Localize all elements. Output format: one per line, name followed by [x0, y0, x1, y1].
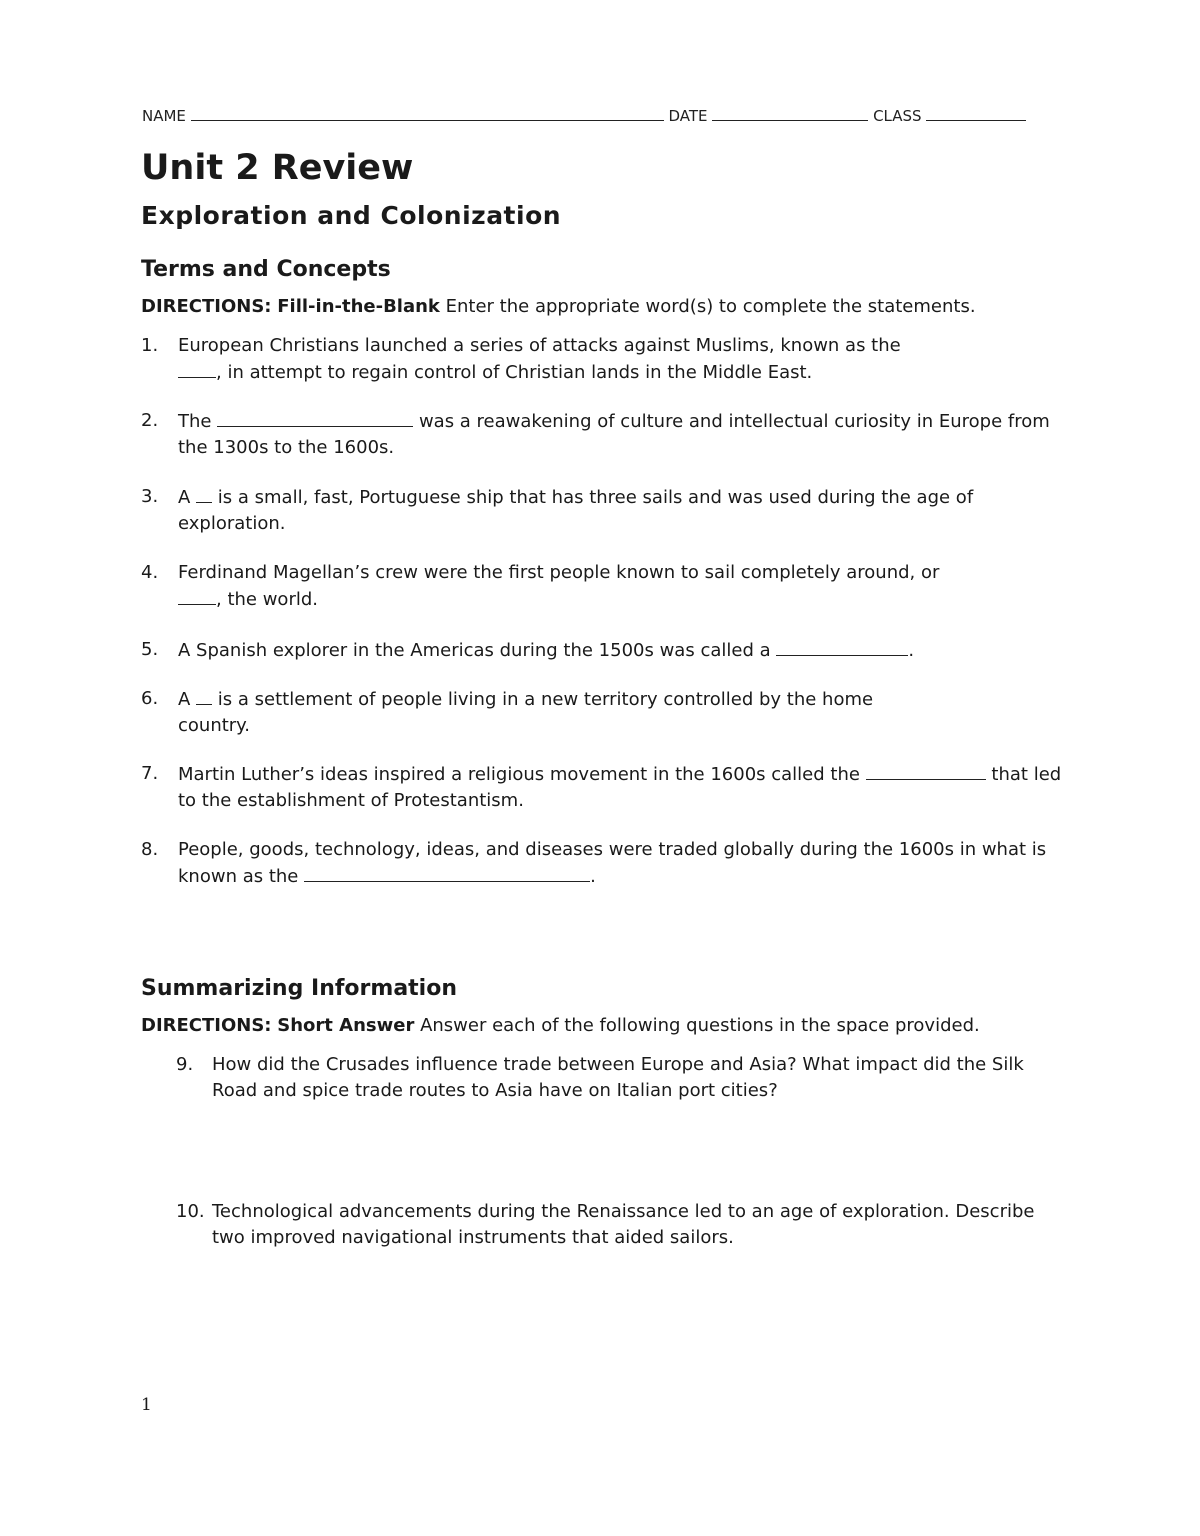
question-text: European Christians launched a series of attacks against Muslims, known as the	[178, 335, 901, 356]
question-number: 7.	[141, 763, 159, 784]
class-blank[interactable]	[926, 106, 1026, 121]
date-blank[interactable]	[712, 106, 868, 121]
student-info-line	[142, 106, 1052, 125]
question-number: 10.	[176, 1201, 205, 1222]
question-text: A Spanish explorer in the Americas during the 1500s was called a	[178, 640, 771, 661]
question-text: is a small, fast, Portuguese ship that has three sails and was used during the age of exploration.	[178, 487, 974, 534]
question-number: 2.	[141, 410, 159, 431]
page-title: Unit 2 Review	[141, 148, 414, 188]
question-number: 9.	[176, 1054, 194, 1075]
question-number: 4.	[141, 562, 159, 583]
directions-text: Enter the appropriate word(s) to complete the statements.	[445, 296, 976, 317]
question-text: Martin Luther’s ideas inspired a religious movement in the 1600s called the	[178, 764, 860, 785]
answer-blank[interactable]	[776, 637, 908, 656]
directions-label: DIRECTIONS:	[141, 1015, 272, 1036]
question-number: 8.	[141, 839, 159, 860]
answer-blank[interactable]	[304, 863, 590, 882]
question-text: .	[908, 640, 915, 661]
question-number: 1.	[141, 335, 159, 356]
answer-blank[interactable]	[178, 586, 216, 605]
question-text: , the world.	[216, 589, 318, 610]
answer-blank[interactable]	[866, 761, 986, 780]
section-heading-summarizing: Summarizing Information	[141, 976, 457, 1001]
question-number: 3.	[141, 486, 159, 507]
question-text: People, goods, technology, ideas, and diseases were traded globally during the 1600s in what is known as the	[178, 839, 1047, 887]
section-heading-terms: Terms and Concepts	[141, 257, 391, 282]
directions-type: Short Answer	[277, 1015, 415, 1036]
question-text: How did the Crusades influence trade between Europe and Asia? What impact did the Silk Road and spice trade routes to Asia have on Italian port cities?	[212, 1054, 1024, 1101]
directions-fill-in	[141, 296, 976, 317]
page-subtitle: Exploration and Colonization	[141, 201, 562, 230]
question-text: , in attempt to regain control of Christian lands in the Middle East.	[216, 362, 813, 383]
answer-blank[interactable]	[196, 484, 212, 503]
answer-blank[interactable]	[178, 359, 216, 378]
question-text: .	[590, 866, 596, 887]
name-label: NAME	[142, 107, 186, 125]
answer-blank[interactable]	[196, 686, 212, 705]
name-blank[interactable]	[191, 106, 664, 121]
directions-short-answer	[141, 1015, 980, 1036]
date-label: DATE	[668, 107, 708, 125]
directions-type: Fill-in-the-Blank	[277, 296, 440, 317]
question-number: 6.	[141, 688, 159, 709]
question-text: A	[178, 689, 191, 710]
directions-text: Answer each of the following questions in the space provided.	[420, 1015, 980, 1036]
question-text: A	[178, 487, 191, 508]
question-text: Technological advancements during the Renaissance led to an age of exploration. Describe two improved navigational instruments that aided sailors.	[212, 1201, 1035, 1248]
question-number: 5.	[141, 639, 159, 660]
class-label: CLASS	[873, 107, 922, 125]
question-text: that led to the establishment of Protestantism.	[178, 764, 1062, 811]
question-text: The	[178, 411, 212, 432]
question-text: was a reawakening of culture and intellectual curiosity in Europe from the 1300s to the 1600s.	[178, 411, 1050, 458]
directions-label: DIRECTIONS:	[141, 296, 272, 317]
page-number: 1	[141, 1395, 152, 1415]
answer-blank[interactable]	[217, 408, 413, 427]
question-text: Ferdinand Magellan’s crew were the first people known to sail completely around, or	[178, 562, 940, 583]
question-text: is a settlement of people living in a new territory controlled by the home country.	[178, 689, 874, 736]
